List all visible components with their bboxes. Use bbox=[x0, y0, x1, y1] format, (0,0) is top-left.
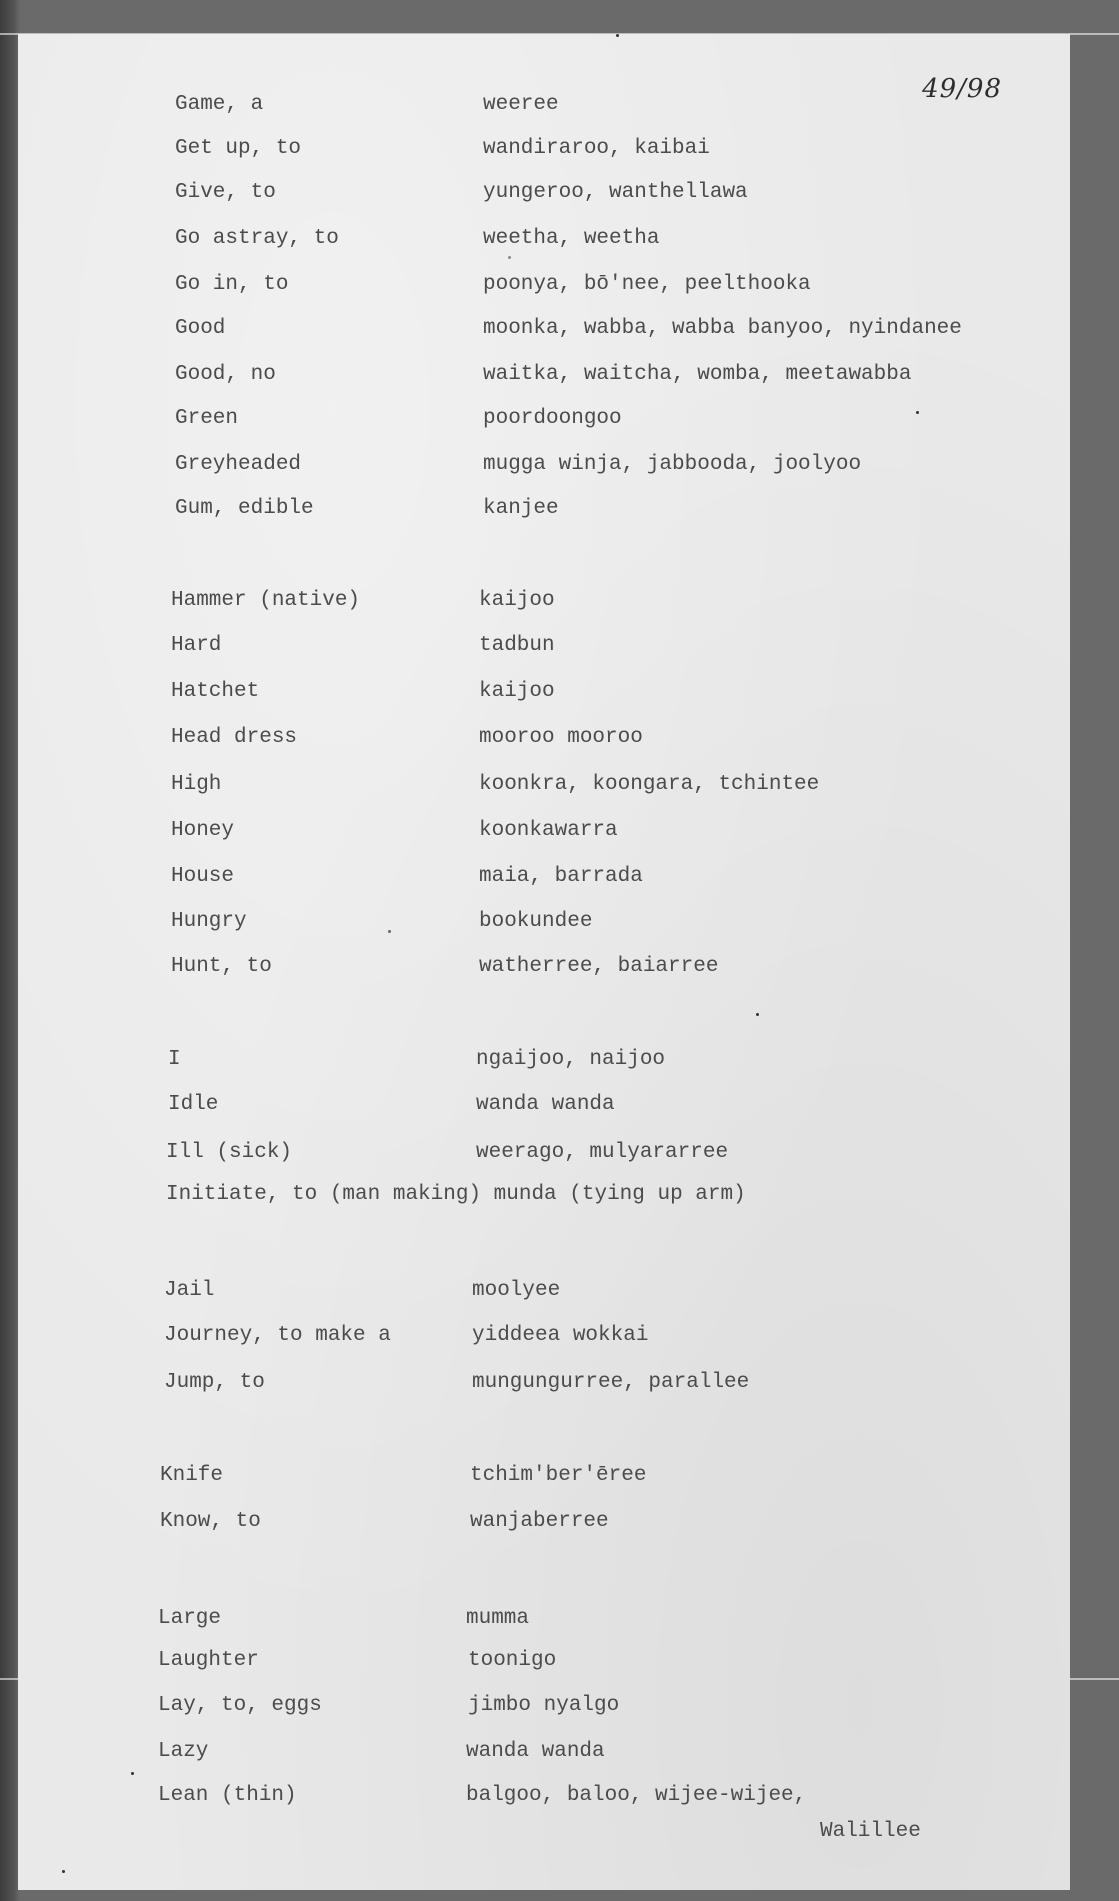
entry-term: Hard bbox=[171, 634, 222, 657]
entry-term: House bbox=[171, 865, 235, 888]
scan-speck bbox=[616, 34, 619, 37]
entry-term: Gum, edible bbox=[175, 497, 314, 520]
entry-translation: tadbun bbox=[479, 634, 555, 657]
entry-term: Hunt, to bbox=[171, 955, 272, 978]
entry-translation: moolyee bbox=[472, 1279, 561, 1302]
entry-translation: maia, barrada bbox=[479, 865, 643, 888]
entry-translation: kaijoo bbox=[479, 680, 555, 703]
entry-translation: kanjee bbox=[483, 497, 559, 520]
entry-term: Green bbox=[175, 407, 239, 430]
entry-term: Lean (thin) bbox=[158, 1784, 297, 1807]
entry-term: Journey, to make a bbox=[164, 1324, 391, 1347]
entry-translation: jimbo nyalgo bbox=[468, 1694, 620, 1717]
entry-translation: weerago, mulyararree bbox=[476, 1141, 729, 1164]
entry-translation: yiddeea wokkai bbox=[472, 1324, 649, 1347]
entry-translation: wanda wanda bbox=[466, 1740, 605, 1763]
entry-term: Good bbox=[175, 317, 226, 340]
page-number: 49/98 bbox=[922, 74, 1002, 104]
entry-translation: ngaijoo, naijoo bbox=[476, 1048, 666, 1071]
entry-term: Ill (sick) bbox=[166, 1141, 293, 1164]
entry-translation: wandiraroo, kaibai bbox=[483, 137, 710, 160]
entry-term: Get up, to bbox=[175, 137, 302, 160]
scan-speck bbox=[388, 930, 391, 933]
entry-translation: koonkra, koongara, tchintee bbox=[479, 773, 820, 796]
entry-term: Head dress bbox=[171, 726, 298, 749]
entry-term: Good, no bbox=[175, 363, 276, 386]
scan-speck bbox=[62, 1870, 65, 1873]
entry-translation: wanjaberree bbox=[470, 1510, 609, 1533]
entry-term: Hatchet bbox=[171, 680, 260, 703]
document-page bbox=[18, 34, 1070, 1890]
entry-initiate: Initiate, to (man making) munda (tying up arm) bbox=[166, 1183, 746, 1206]
entry-translation: wanda wanda bbox=[476, 1093, 615, 1116]
entry-term: Hammer (native) bbox=[171, 589, 361, 612]
entry-term: Give, to bbox=[175, 181, 276, 204]
entry-translation: poonya, bō'nee, peelthooka bbox=[483, 273, 811, 296]
entry-term: Go in, to bbox=[175, 273, 289, 296]
entry-term: Game, a bbox=[175, 93, 264, 116]
entry-term: Lazy bbox=[158, 1740, 209, 1763]
entry-translation: mugga winja, jabbooda, joolyoo bbox=[483, 453, 862, 476]
entry-translation: weeree bbox=[483, 93, 559, 116]
entry-translation: watherree, baiarree bbox=[479, 955, 719, 978]
entry-term: Greyheaded bbox=[175, 453, 302, 476]
entry-term: Hungry bbox=[171, 910, 247, 933]
entry-term: Know, to bbox=[160, 1510, 261, 1533]
entry-translation: mumma bbox=[466, 1607, 530, 1630]
entry-term: Large bbox=[158, 1607, 222, 1630]
entry-translation: bookundee bbox=[479, 910, 593, 933]
entry-translation: yungeroo, wanthellawa bbox=[483, 181, 748, 204]
entry-term: High bbox=[171, 773, 222, 796]
entry-translation: mungungurree, parallee bbox=[472, 1371, 750, 1394]
entry-translation: toonigo bbox=[468, 1649, 557, 1672]
entry-term: Go astray, to bbox=[175, 227, 339, 250]
word-list bbox=[18, 34, 1070, 1890]
scan-speck bbox=[756, 1013, 759, 1016]
entry-translation: poordoongoo bbox=[483, 407, 622, 430]
entry-term: Idle bbox=[168, 1093, 219, 1116]
entry-term: I bbox=[168, 1048, 181, 1071]
entry-term: Lay, to, eggs bbox=[158, 1694, 322, 1717]
entry-term: Jump, to bbox=[164, 1371, 265, 1394]
entry-translation: koonkawarra bbox=[479, 819, 618, 842]
entry-term: Laughter bbox=[158, 1649, 259, 1672]
entry-translation: weetha, weetha bbox=[483, 227, 660, 250]
entry-translation: moonka, wabba, wabba banyoo, nyindanee bbox=[483, 317, 962, 340]
entry-term: Knife bbox=[160, 1464, 224, 1487]
scan-speck bbox=[508, 256, 511, 259]
entry-translation: balgoo, baloo, wijee-wijee, bbox=[466, 1784, 807, 1807]
entry-term: Honey bbox=[171, 819, 235, 842]
scan-speck bbox=[916, 411, 919, 414]
entry-translation: mooroo mooroo bbox=[479, 726, 643, 749]
entry-translation: tchim'ber'ēree bbox=[470, 1464, 647, 1487]
entry-translation: waitka, waitcha, womba, meetawabba bbox=[483, 363, 912, 386]
entry-lean-continuation: Walillee bbox=[820, 1820, 921, 1843]
entry-term: Jail bbox=[164, 1279, 215, 1302]
entry-translation: kaijoo bbox=[479, 589, 555, 612]
scan-speck bbox=[131, 1772, 134, 1775]
